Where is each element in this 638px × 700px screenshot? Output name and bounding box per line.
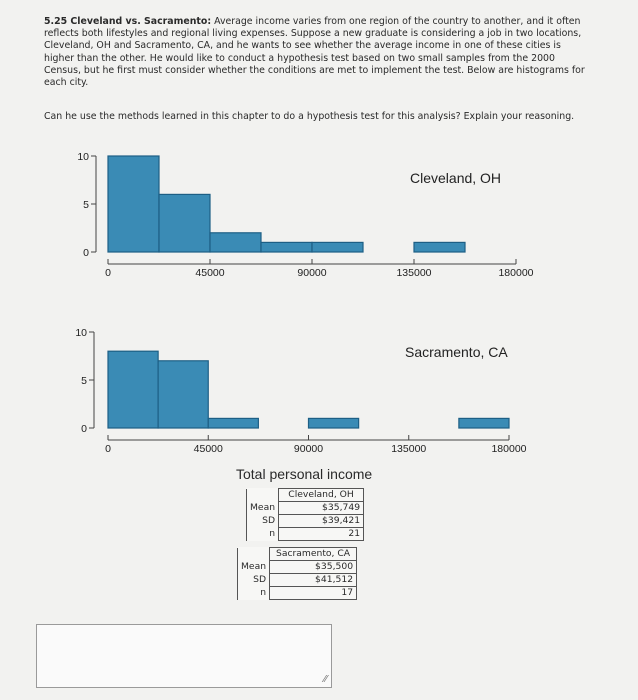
histogram-bar (261, 242, 312, 252)
y-tick-label: 0 (83, 247, 89, 259)
table-value: $41,512 (270, 574, 357, 587)
resize-handle-icon[interactable]: ⁄⁄ (323, 674, 327, 685)
answer-textarea[interactable] (36, 624, 332, 688)
histogram-bar (459, 418, 509, 428)
table-value: 17 (270, 587, 357, 600)
table-value: 21 (279, 528, 364, 541)
histogram-bar (312, 242, 363, 252)
histogram-bar (208, 418, 258, 428)
question-body: Average income varies from one region of the country to another, and it often reflects both lifestyles and regional living expenses. Suppose a new graduate is considering a job in two locations, Cleveland, OH and Sacramento, CA, and he wants to see whether the average income in one of these cities is higher than the other. He would like to conduct a hypothesis test based on two small samples from the 2000 Census, but he first must consider whether the conditions are met to implement the test. Below are histograms for each city. (44, 16, 585, 89)
x-tick-label: 180000 (491, 443, 527, 455)
chart-title: Sacramento, CA (405, 344, 508, 360)
histogram-bar (309, 418, 359, 428)
x-tick-label: 180000 (498, 267, 534, 279)
x-axis-label: Total personal income (236, 466, 373, 482)
sacramento-summary-table (237, 547, 357, 600)
x-tick-label: 135000 (391, 443, 427, 455)
table-value: $39,421 (279, 515, 364, 528)
histogram-bar (210, 233, 261, 252)
table-value: $35,749 (279, 502, 364, 515)
table-city: Cleveland, OH (279, 489, 364, 502)
table-label: n (238, 587, 270, 600)
x-tick-label: 0 (105, 267, 111, 279)
table-label: Mean (238, 561, 270, 574)
y-tick-label: 5 (83, 199, 89, 211)
y-tick-label: 10 (77, 151, 89, 163)
table-value: $35,500 (270, 561, 357, 574)
table-label: SD (247, 515, 279, 528)
table-label: n (247, 528, 279, 541)
table-city: Sacramento, CA (270, 548, 357, 561)
sacramento-histogram (0, 318, 638, 468)
question-text (44, 16, 592, 89)
cleveland-histogram (0, 142, 638, 292)
histogram-bar (414, 242, 465, 252)
y-tick-label: 10 (75, 327, 87, 339)
question-prompt: Can he use the methods learned in this chapter to do a hypothesis test for this analysis? Explain your reasoning. (44, 111, 575, 122)
question-number: 5.25 Cleveland vs. Sacramento: (44, 16, 212, 27)
cleveland-summary-table (246, 488, 364, 541)
x-tick-label: 135000 (396, 267, 432, 279)
y-tick-label: 0 (81, 423, 87, 435)
x-tick-label: 0 (105, 443, 111, 455)
histogram-bar (108, 351, 158, 428)
x-tick-label: 45000 (193, 443, 223, 455)
histogram-bar (108, 156, 159, 252)
table-label: Mean (247, 502, 279, 515)
chart-title: Cleveland, OH (410, 170, 502, 186)
histogram-bar (158, 361, 208, 428)
x-tick-label: 45000 (195, 267, 225, 279)
y-tick-label: 5 (81, 375, 87, 387)
histogram-bar (159, 194, 210, 252)
x-tick-label: 90000 (297, 267, 327, 279)
table-label: SD (238, 574, 270, 587)
x-tick-label: 90000 (293, 443, 324, 455)
